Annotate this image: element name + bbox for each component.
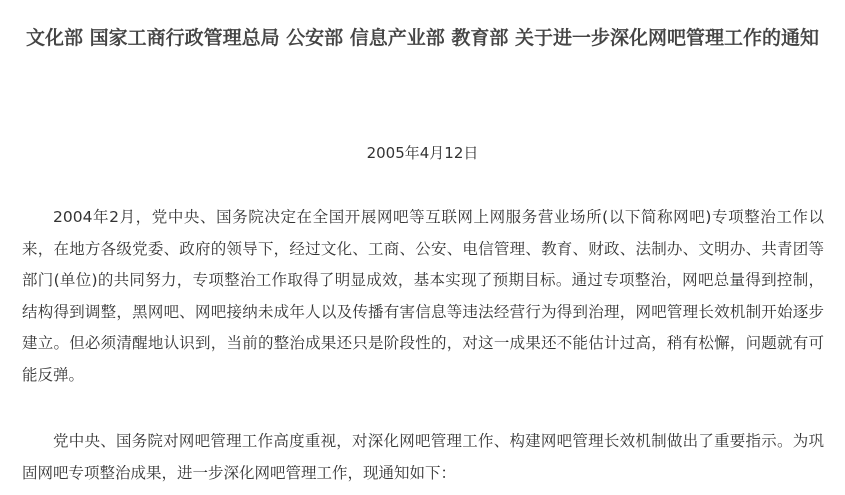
document-title: 文化部 国家工商行政管理总局 公安部 信息产业部 教育部 关于进一步深化网吧管理工作的通知 [25,26,820,49]
paragraph-1: 2004年2月，党中央、国务院决定在全国开展网吧等互联网上网服务营业场所(以下简称网吧)专项整治工作以来，在地方各级党委、政府的领导下，经过文化、工商、公安、电信管理、教育、财政、法制办、文明办、共青团等部门(单位)的共同努力，专项整治工作取得了明显成效，基本实现了预期目标。通过专项整治，网吧总量得到控制，结构得到调整，黑网吧、网吧接纳未成年人以及传播有害信息等违法经营行为得到治理，网吧管理长效机制开始逐步建立。但必须清醒地认识到，当前的整治成果还只是阶段性的，对这一成果还不能估计过高，稍有松懈，问题就有可能反弹。 [22,208,824,384]
paragraph-2: 党中央、国务院对网吧管理工作高度重视，对深化网吧管理工作、构建网吧管理长效机制做出了重要指示。为巩固网吧专项整治成果，进一步深化网吧管理工作，现通知如下： [22,432,824,482]
document-date: 2005年4月12日 [366,144,479,162]
